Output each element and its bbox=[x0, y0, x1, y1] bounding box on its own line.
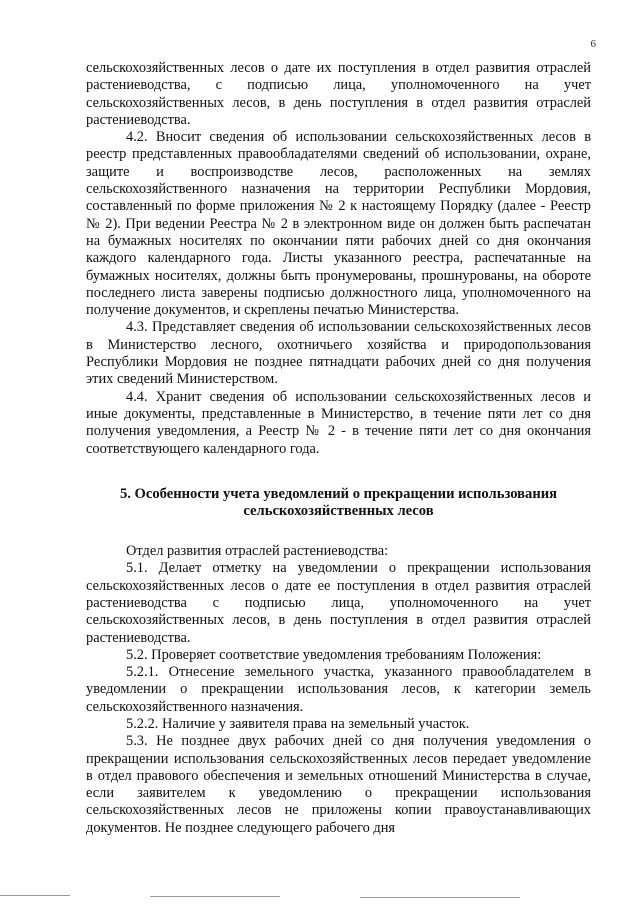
scan-edge-line bbox=[150, 896, 280, 897]
page-number: 6 bbox=[590, 38, 596, 50]
section-heading-line1: 5. Особенности учета уведомлений о прекращении использования bbox=[119, 485, 558, 502]
paragraph-5-2-2: 5.2.2. Наличие у заявителя права на земельный участок. bbox=[126, 715, 470, 732]
paragraph-4-3: 4.3. Представляет сведения об использовании сельскохозяйственных лесов в Министерство лесного, охотничьего хозяйства и природопользования Республики Мордовия не позднее пятнадцати рабочих дней со дня получения этих сведений Министерством. bbox=[86, 319, 591, 388]
paragraph-4-2: 4.2. Вносит сведения об использовании сельскохозяйственных лесов в реестр представленных правообладателями сведений об использовании, охране, защите и воспроизводстве лесов, расположенных на землях сельскохозяйственного назначения на территории Республики Мордовия, составленный по форме приложения № 2 к настоящему Порядку (далее - Реестр № 2). При ведении Реестра № 2 в электронном виде он должен быть распечатан на бумажных носителях по окончании пяти рабочих дней со дня окончания каждого календарного года. Листы указанного реестра, распечатанные на бумажных носителях, должны быть пронумерованы, прошнурованы, на обороте последнего листа заверены подписью должностного лица, уполномоченного на получение документов, и скреплены печатью Министерства. bbox=[86, 129, 591, 319]
scan-edge-line bbox=[0, 895, 70, 896]
paragraph-5-1: 5.1. Делает отметку на уведомлении о прекращении использования сельскохозяйственных лесов о дате ее поступления в отдел развития отраслей растениеводства с подписью лица, уполномоченного на учет сельскохозяйственных лесов, в день поступления в отдел развития отраслей растениеводства. bbox=[86, 560, 591, 646]
scan-edge-line bbox=[360, 897, 520, 898]
document-body bbox=[86, 60, 591, 837]
paragraph-4-4: 4.4. Хранит сведения об использовании сельскохозяйственных лесов и иные документы, представленные в Министерство, в течение пяти лет со дня получения уведомления, а Реестр № 2 - в течение пяти лет со дня окончания соответствующего календарного года. bbox=[86, 388, 591, 457]
section-heading-line2: сельскохозяйственных лесов bbox=[243, 503, 434, 520]
paragraph-intro: Отдел развития отраслей растениеводства: bbox=[126, 543, 389, 560]
section-heading bbox=[86, 486, 591, 521]
paragraph-continuation: сельскохозяйственных лесов о дате их поступления в отдел развития отраслей растениеводства, с подписью лица, уполномоченного на учет сельскохозяйственных лесов, в день поступления в отдел развития отраслей растениеводства. bbox=[86, 60, 591, 128]
paragraph-5-2-1: 5.2.1. Отнесение земельного участка, указанного правообладателем в уведомлении о прекращении использования лесов, к категории земель сельскохозяйственного назначения. bbox=[86, 664, 591, 715]
paragraph-5-3: 5.3. Не позднее двух рабочих дней со дня получения уведомления о прекращении использования сельскохозяйственных лесов передает уведомление в отдел правового обеспечения и земельных отношений Министерства в случае, если заявителем к уведомлению о прекращении использования сельскохозяйственных лесов не приложены копии правоустанавливающих документов. Не позднее следующего рабочего дня bbox=[86, 733, 591, 836]
paragraph-5-2: 5.2. Проверяет соответствие уведомления требованиям Положения: bbox=[126, 646, 542, 663]
scan-edge-lines bbox=[0, 895, 640, 899]
